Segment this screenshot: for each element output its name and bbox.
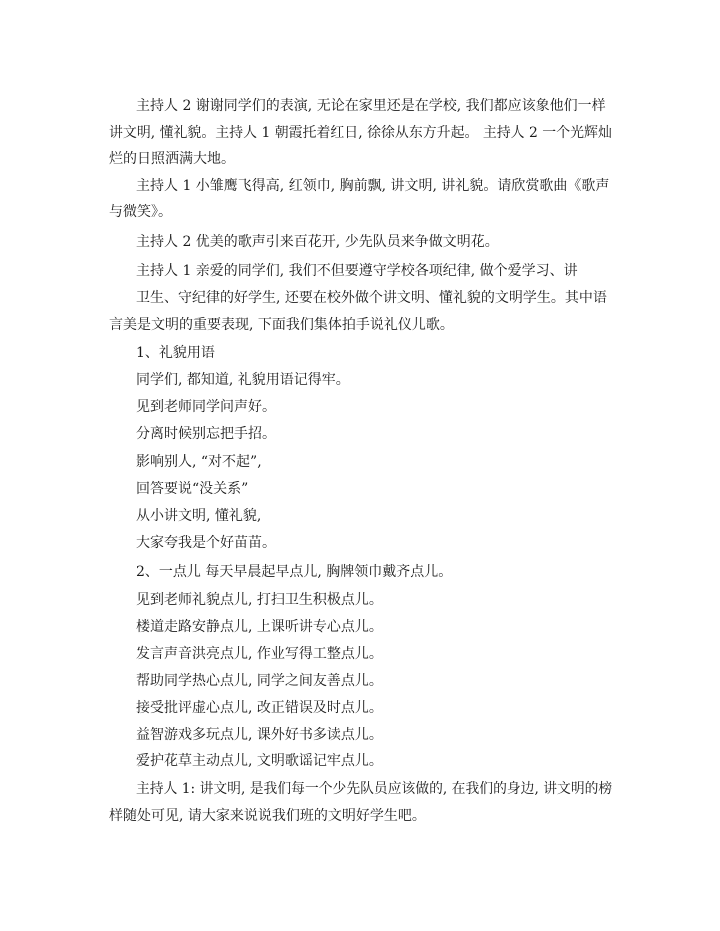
paragraph-line: 讲文明, 懂礼貌。主持人 1 朝霞托着红日, 徐徐从东方升起。 主持人 2 一个光辉灿 <box>109 125 612 141</box>
paragraph-line: 卫生、守纪律的好学生, 还要在校外做个讲文明、懂礼貌的文明学生。其中语 <box>136 290 607 306</box>
paragraph-line: 烂的日照洒满大地。 <box>109 151 235 167</box>
rhyme-line: 接受批评虚心点儿, 改正错误及时点儿。 <box>136 700 383 716</box>
paragraph-line: 主持人 2 优美的歌声引来百花开, 少先队员来争做文明花。 <box>136 234 499 250</box>
rhyme-line: 从小讲文明, 懂礼貌, <box>136 508 262 524</box>
rhyme-line: 爱护花草主动点儿, 文明歌谣记牢点儿。 <box>136 753 383 769</box>
section-heading: 2、一点儿 每天早晨起早点儿, 胸牌领巾戴齐点儿。 <box>136 564 453 580</box>
rhyme-line: 分离时候别忘把手招。 <box>136 426 276 442</box>
paragraph-line: 样随处可见, 请大家来说说我们班的文明好学生吧。 <box>109 808 426 824</box>
paragraph-line: 与微笑》。 <box>109 204 172 220</box>
paragraph-line: 主持人 1 小雏鹰飞得高, 红领巾, 胸前飘, 讲文明, 讲礼貌。请欣赏歌曲《歌声 <box>136 178 610 194</box>
rhyme-line: 发言声音洪亮点儿, 作业写得工整点儿。 <box>136 646 383 662</box>
rhyme-line: 同学们, 都知道, 礼貌用语记得牢。 <box>136 372 350 388</box>
rhyme-line: 见到老师同学问声好。 <box>136 399 276 415</box>
rhyme-line: 楼道走路安静点儿, 上课听讲专心点儿。 <box>136 619 383 635</box>
rhyme-line: 益智游戏多玩点儿, 课外好书多读点儿。 <box>136 727 383 743</box>
paragraph-line: 主持人 1: 讲文明, 是我们每一个少先队员应该做的, 在我们的身边, 讲文明的榜 <box>136 781 613 797</box>
rhyme-line: 大家夸我是个好苗苗。 <box>136 535 276 551</box>
paragraph-line: 主持人 2 谢谢同学们的表演, 无论在家里还是在学校, 我们都应该象他们一样 <box>136 98 606 114</box>
section-heading: 1、礼貌用语 <box>136 345 215 361</box>
rhyme-line: 回答要说“没关系” <box>136 481 249 497</box>
rhyme-line: 见到老师礼貌点儿, 打扫卫生积极点儿。 <box>136 592 383 608</box>
paragraph-line: 主持人 1 亲爱的同学们, 我们不但要遵守学校各项纪律, 做个爱学习、讲 <box>136 263 578 279</box>
rhyme-line: 帮助同学热心点儿, 同学之间友善点儿。 <box>136 673 383 689</box>
paragraph-line: 言美是文明的重要表现, 下面我们集体拍手说礼仪儿歌。 <box>109 317 454 333</box>
rhyme-line: 影响别人, “对不起”, <box>136 454 262 470</box>
